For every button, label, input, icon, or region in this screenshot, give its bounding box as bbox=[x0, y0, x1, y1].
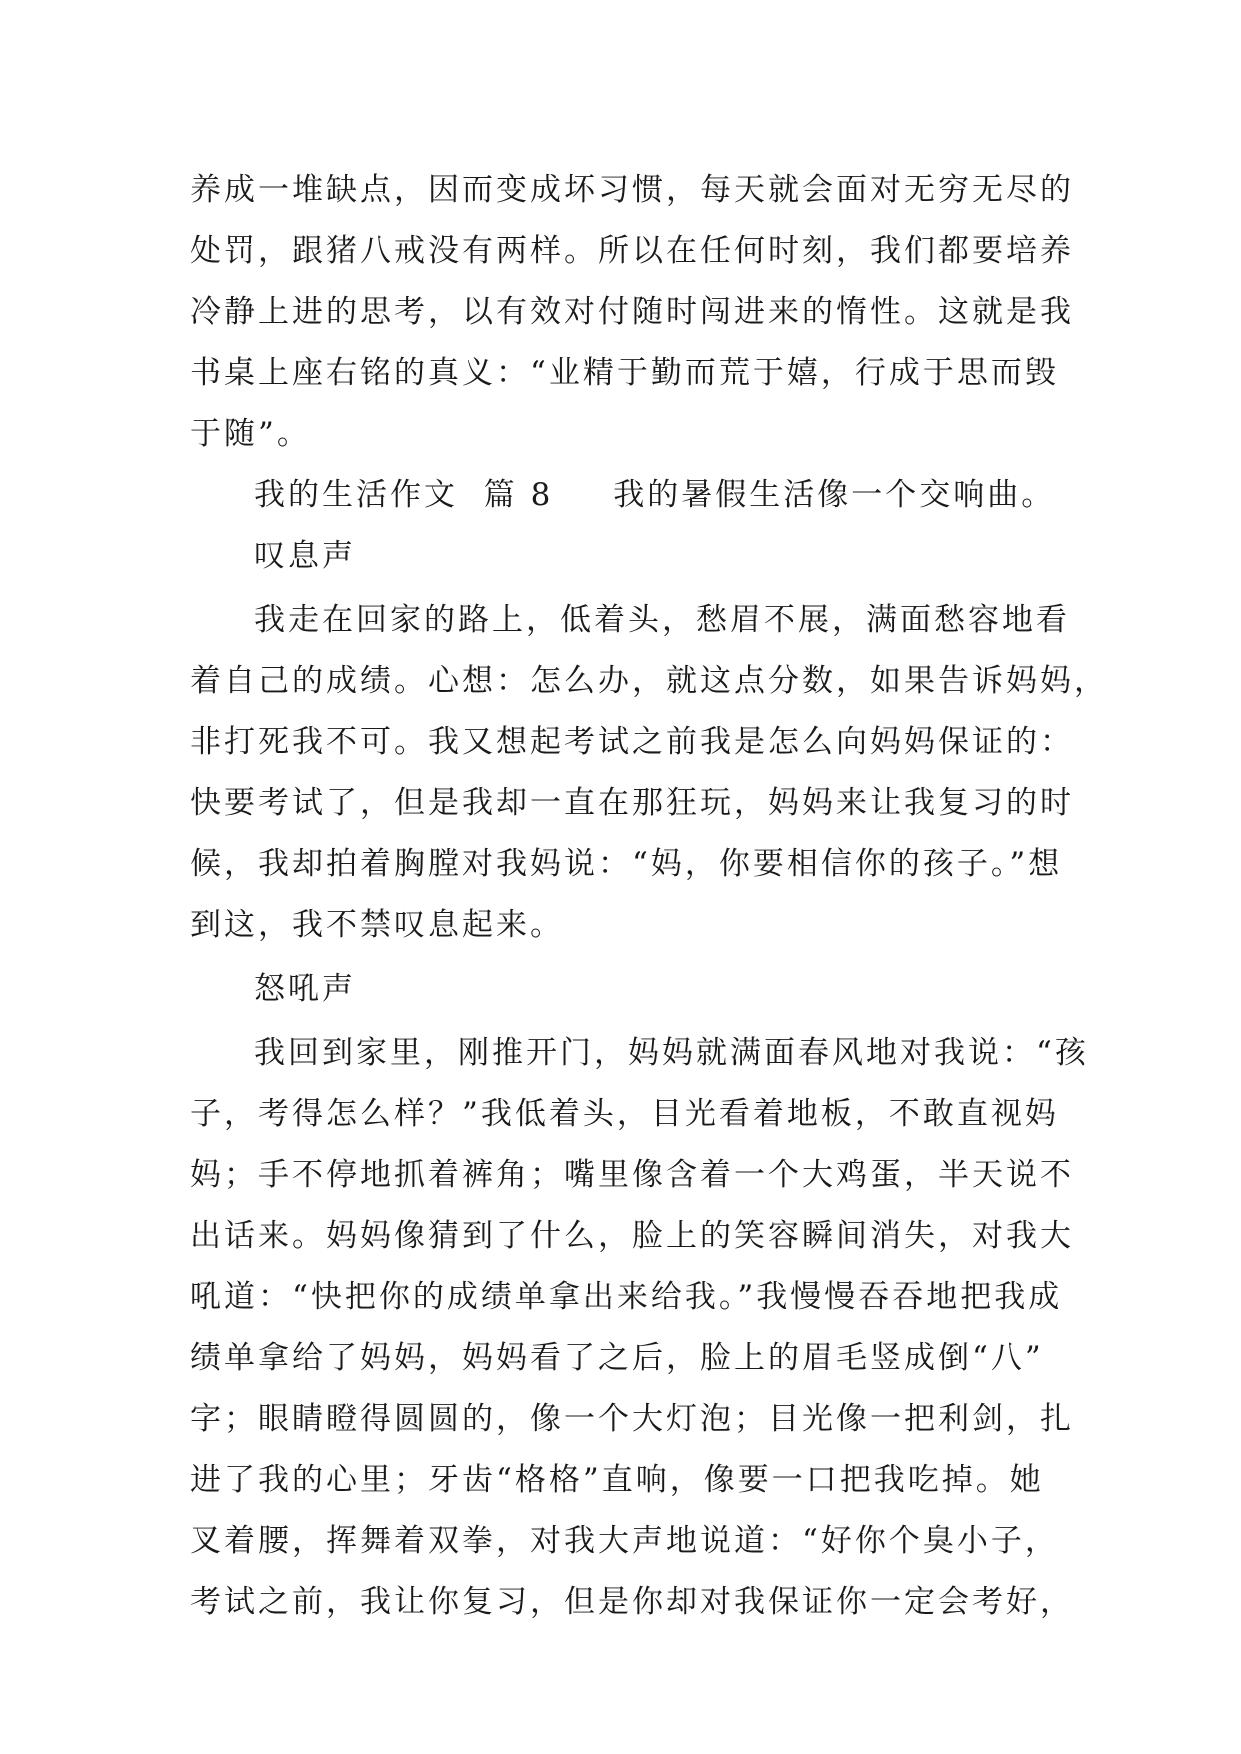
paragraph-line: 字；眼睛瞪得圆圆的，像一个大灯泡；目光像一把利剑，扎 bbox=[190, 1401, 1074, 1437]
paragraph-line: 叉着腰，挥舞着双拳，对我大声地说道：“好你个臭小子， bbox=[190, 1523, 1059, 1559]
section-number: 篇 8 bbox=[483, 477, 554, 513]
paragraph-line: 书桌上座右铭的真义：“业精于勤而荒于嬉，行成于思而毁 bbox=[190, 355, 1059, 391]
paragraph-line: 非打死我不可。我又想起考试之前我是怎么向妈妈保证的： bbox=[190, 724, 1074, 760]
paragraph-line: 着自己的成绩。心想：怎么办，就这点分数，如果告诉妈妈， bbox=[190, 663, 1108, 699]
document-body bbox=[190, 160, 1108, 1633]
paragraph-line: 候，我却拍着胸膛对我妈说：“妈，你要相信你的孩子。”想 bbox=[190, 846, 1063, 882]
paragraph-line: 子，考得怎么样？”我低着头，目光看着地板，不敢直视妈 bbox=[190, 1096, 1059, 1132]
paragraph-line: 我回到家里，刚推开门，妈妈就满面春风地对我说：“孩 bbox=[254, 1035, 1089, 1071]
paragraph-line: 于随”。 bbox=[190, 416, 311, 452]
subheading-roar: 怒吼声 bbox=[254, 971, 356, 1007]
paragraph-line: 冷静上进的思考，以有效对付随时闯进来的惰性。这就是我 bbox=[190, 294, 1074, 330]
paragraph-line: 我走在回家的路上，低着头，愁眉不展，满面愁容地看 bbox=[254, 602, 1070, 638]
paragraph-line: 吼道：“快把你的成绩单拿出来给我。”我慢慢吞吞地把我成 bbox=[190, 1279, 1063, 1315]
paragraph-line: 出话来。妈妈像猜到了什么，脸上的笑容瞬间消失，对我大 bbox=[190, 1218, 1074, 1254]
paragraph-line: 进了我的心里；牙齿“格格”直响，像要一口把我吃掉。她 bbox=[190, 1462, 1044, 1498]
section-title: 我的生活作文 bbox=[254, 477, 458, 513]
paragraph-line: 养成一堆缺点，因而变成坏习惯，每天就会面对无穷无尽的 bbox=[190, 172, 1074, 208]
section-heading bbox=[190, 465, 1060, 526]
subheading-sigh: 叹息声 bbox=[254, 538, 356, 574]
paragraph-line: 到这，我不禁叹息起来。 bbox=[190, 907, 564, 943]
paragraph-line: 绩单拿给了妈妈，妈妈看了之后，脸上的眉毛竖成倒“八” bbox=[190, 1340, 1044, 1376]
section-intro: 我的暑假生活像一个交响曲。 bbox=[613, 477, 1056, 513]
paragraph-line: 快要考试了，但是我却一直在那狂玩，妈妈来让我复习的时 bbox=[190, 785, 1074, 821]
paragraph-line: 考试之前，我让你复习，但是你却对我保证你一定会考好， bbox=[190, 1584, 1074, 1620]
paragraph-line: 妈；手不停地抓着裤角；嘴里像含着一个大鸡蛋，半天说不 bbox=[190, 1157, 1074, 1193]
paragraph-line: 处罚，跟猪八戒没有两样。所以在任何时刻，我们都要培养 bbox=[190, 233, 1074, 269]
